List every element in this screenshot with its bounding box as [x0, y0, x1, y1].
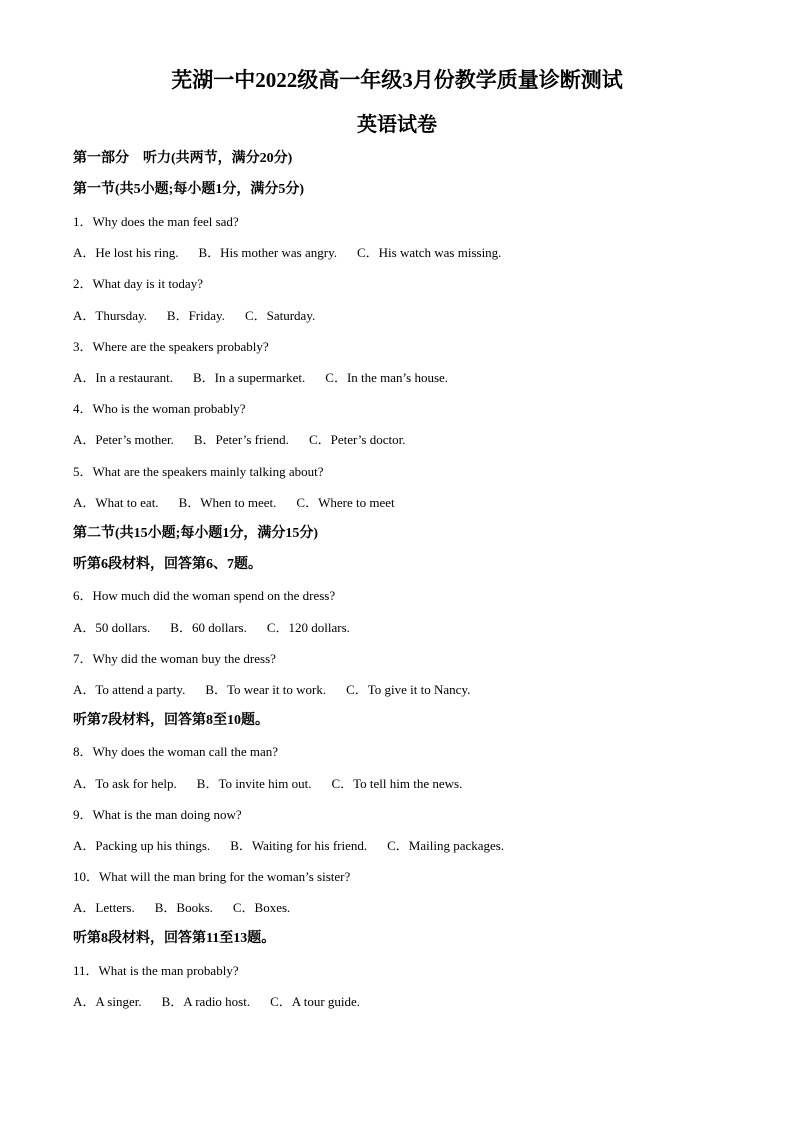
- question-text: 7．Why did the woman buy the dress?: [73, 651, 276, 666]
- question-text: 1．Why does the man feel sad?: [73, 214, 239, 229]
- answer-options: [73, 368, 448, 388]
- option-b: B．To invite him out.: [196, 776, 312, 791]
- option-b: B．A radio host.: [161, 994, 251, 1009]
- material-heading: 听第6段材料，回答第6、7题。: [73, 557, 262, 572]
- material-heading: 听第7段材料，回答第8至10题。: [73, 713, 269, 728]
- option-c: C．To give it to Nancy.: [346, 682, 471, 697]
- option-a: A．A singer.: [73, 994, 142, 1009]
- option-b: B．In a supermarket.: [193, 370, 306, 385]
- answer-options: [73, 774, 462, 794]
- option-a: A．50 dollars.: [73, 620, 151, 635]
- option-b: B．To wear it to work.: [205, 682, 327, 697]
- question-text: 3．Where are the speakers probably?: [73, 339, 269, 354]
- option-a: A．Packing up his things.: [73, 838, 211, 853]
- answer-options: [73, 680, 470, 700]
- answer-options: [73, 243, 501, 263]
- option-c: C．To tell him the news.: [331, 776, 463, 791]
- question-text: 6．How much did the woman spend on the dress?: [73, 588, 336, 603]
- section-heading: 第一节(共5小题;每小题1分，满分5分): [73, 182, 304, 197]
- option-c: C．Peter’s doctor.: [308, 432, 406, 447]
- option-a: A．To ask for help.: [73, 776, 177, 791]
- option-c: C．120 dollars.: [266, 620, 350, 635]
- option-c: C．His watch was missing.: [356, 245, 502, 260]
- part-heading: 第一部分 听力(共两节，满分20分): [73, 151, 293, 166]
- option-b: B．Friday.: [166, 308, 225, 323]
- option-b: B．His mother was angry.: [198, 245, 337, 260]
- question-text: 2．What day is it today?: [73, 276, 203, 291]
- option-c: C．Boxes.: [232, 900, 291, 915]
- answer-options: [73, 992, 360, 1012]
- option-b: B．60 dollars.: [170, 620, 247, 635]
- answer-options: [73, 306, 315, 326]
- question-text: 9．What is the man doing now?: [73, 807, 242, 822]
- option-c: C．Mailing packages.: [387, 838, 505, 853]
- option-a: A．He lost his ring.: [73, 245, 179, 260]
- option-c: C．A tour guide.: [270, 994, 361, 1009]
- answer-options: [73, 836, 504, 856]
- question-text: 8．Why does the woman call the man?: [73, 744, 279, 759]
- answer-options: [73, 618, 350, 638]
- exam-subtitle: 英语试卷: [357, 114, 437, 136]
- question-text: 4．Who is the woman probably?: [73, 401, 246, 416]
- option-c: C．Saturday.: [244, 308, 316, 323]
- answer-options: [73, 430, 405, 450]
- answer-options: [73, 898, 290, 918]
- option-a: A．In a restaurant.: [73, 370, 173, 385]
- option-c: C．Where to meet: [296, 495, 395, 510]
- option-a: A．Letters.: [73, 900, 135, 915]
- section-heading: 第二节(共15小题;每小题1分，满分15分): [73, 526, 318, 541]
- answer-options: [73, 493, 395, 513]
- option-b: B．Waiting for his friend.: [230, 838, 368, 853]
- option-b: B．Books.: [154, 900, 213, 915]
- exam-title: 芜湖一中2022级高一年级3月份教学质量诊断测试: [171, 68, 623, 92]
- option-b: B．Peter’s friend.: [193, 432, 289, 447]
- option-a: A．What to eat.: [73, 495, 159, 510]
- question-text: 5．What are the speakers mainly talking about?: [73, 464, 324, 479]
- option-a: A．Thursday.: [73, 308, 147, 323]
- question-text: 11．What is the man probably?: [73, 963, 239, 978]
- option-c: C．In the man’s house.: [325, 370, 449, 385]
- option-a: A．Peter’s mother.: [73, 432, 174, 447]
- material-heading: 听第8段材料，回答第11至13题。: [73, 931, 276, 946]
- question-text: 10．What will the man bring for the woman’s sister?: [73, 869, 351, 884]
- option-a: A．To attend a party.: [73, 682, 186, 697]
- option-b: B．When to meet.: [178, 495, 277, 510]
